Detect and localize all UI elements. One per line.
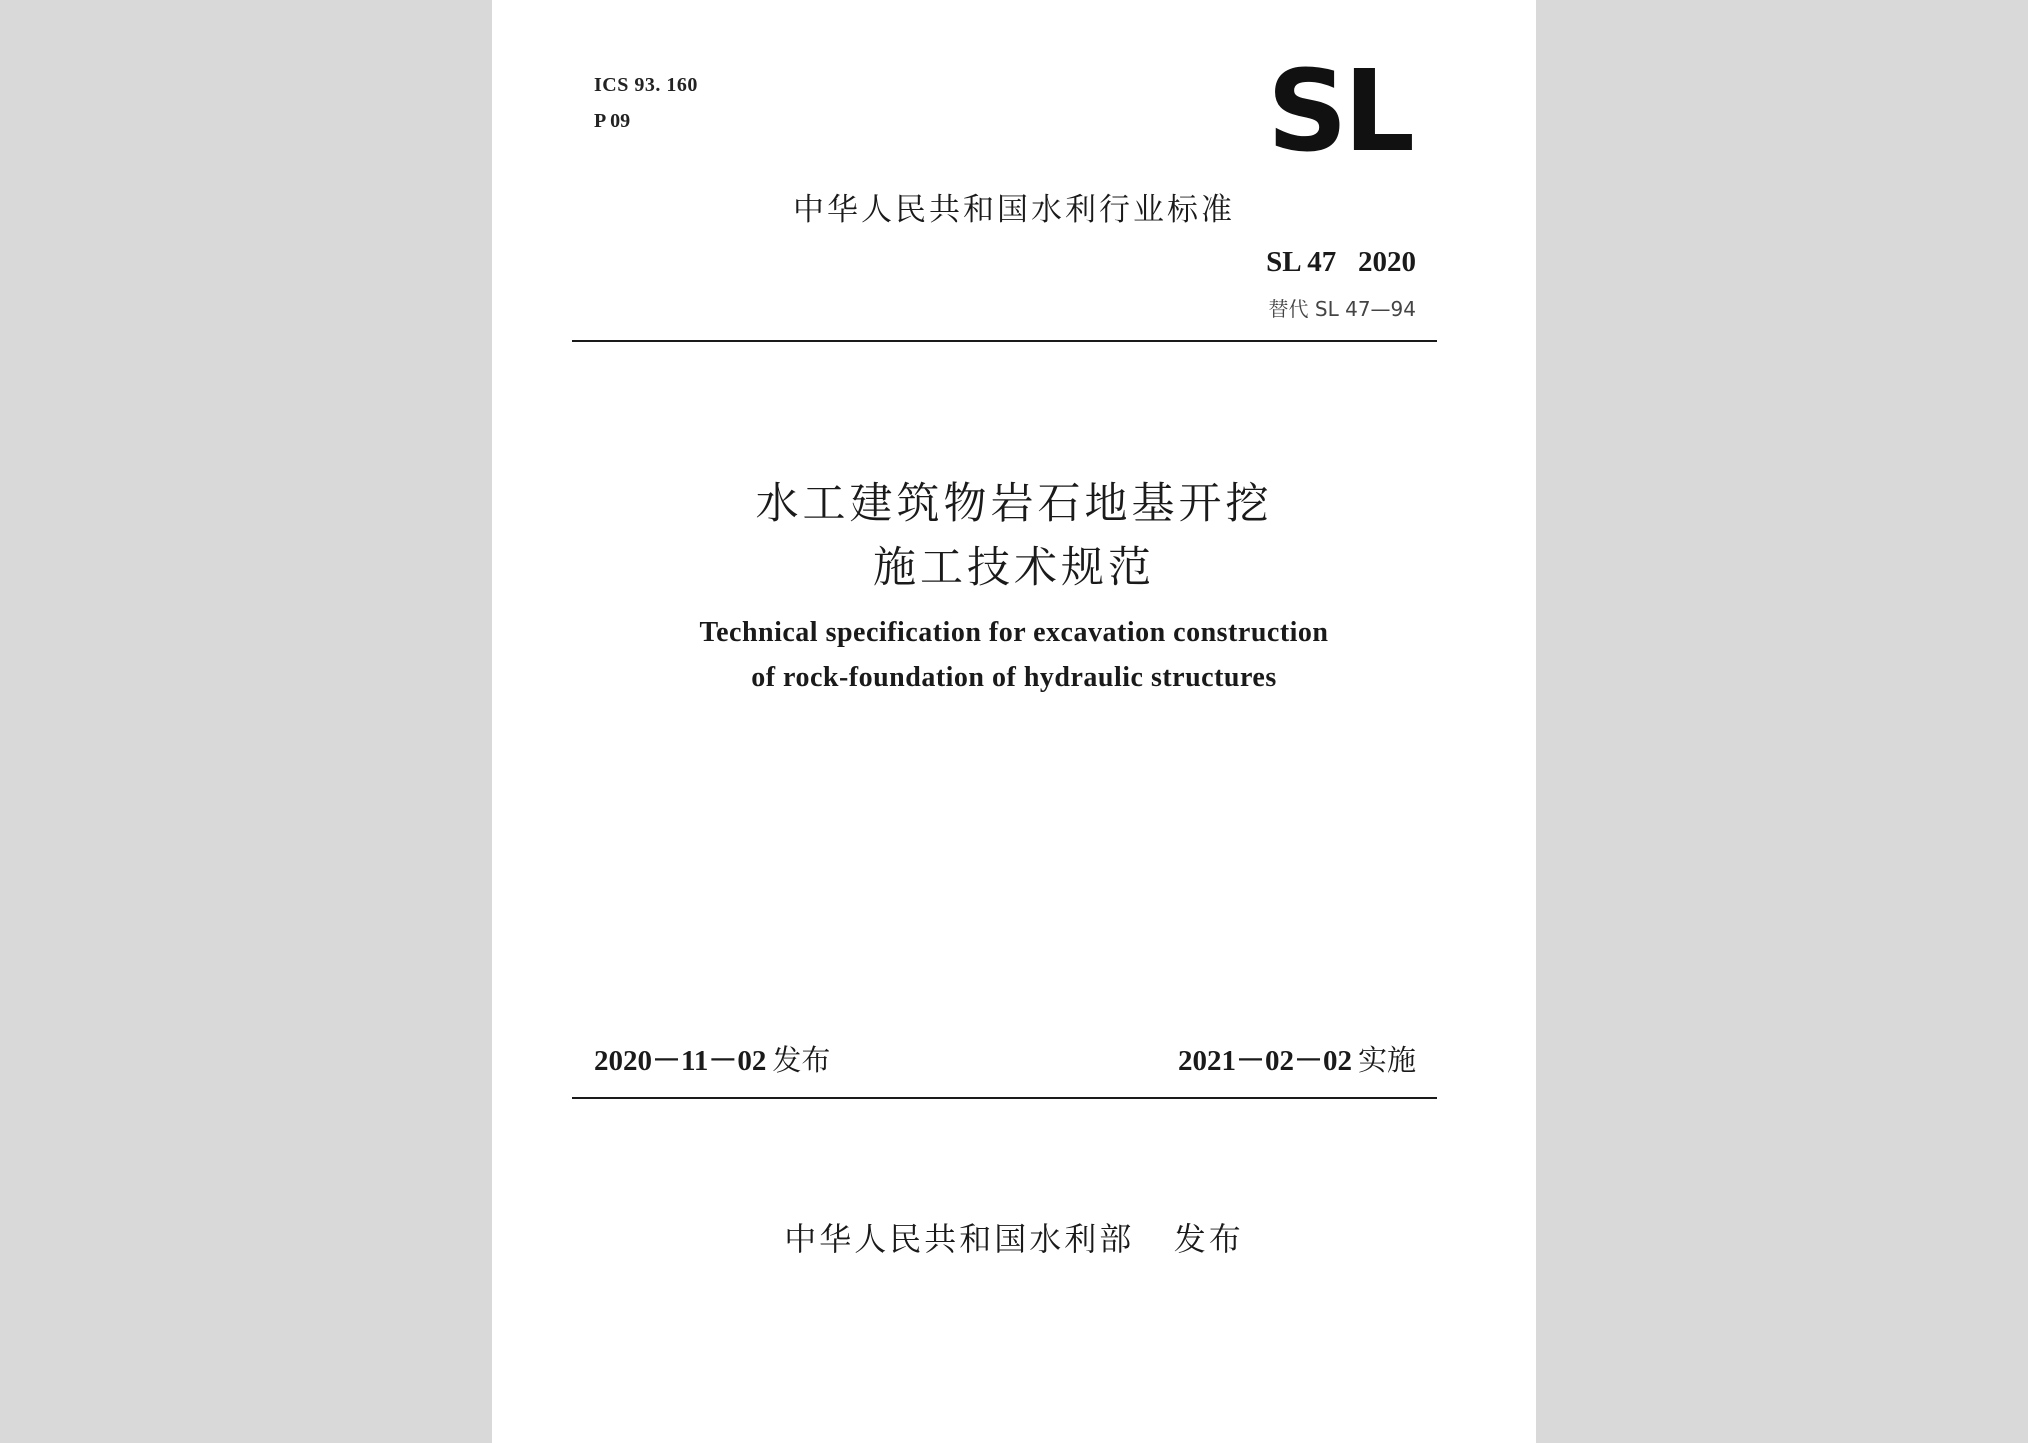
document-page: [492, 0, 1536, 1443]
title-en-line1: Technical specification for excavation construction: [699, 617, 1329, 648]
effective-date-block: [1178, 1038, 1416, 1079]
replaces-note: 替代 SL 47—94: [1268, 297, 1416, 321]
top-divider: [572, 340, 1437, 342]
title-cn-line2: 施工技术规范: [873, 543, 1155, 593]
issue-date-block: [594, 1038, 830, 1079]
publisher: 中华人民共和国水利部 发布: [784, 1220, 1244, 1258]
effective-date: 2021－02－02: [1177, 1045, 1352, 1077]
issue-label: 发布: [772, 1043, 831, 1077]
title-en-line2: of rock-foundation of hydraulic structures: [751, 662, 1277, 693]
ics-code: ICS 93. 160: [594, 74, 698, 96]
sl-logo: [1267, 58, 1417, 158]
bottom-divider: [572, 1097, 1437, 1099]
effective-label: 实施: [1357, 1043, 1416, 1077]
industry-standard-title: 中华人民共和国水利行业标准: [793, 192, 1235, 228]
sl-logo-text: SL: [1267, 58, 1412, 158]
issue-date: 2020－11－02: [594, 1045, 767, 1077]
standard-code: SL 47 2020: [1266, 246, 1416, 278]
title-cn-line1: 水工建筑物岩石地基开挖: [755, 479, 1273, 529]
ccs-code: P 09: [594, 110, 631, 132]
